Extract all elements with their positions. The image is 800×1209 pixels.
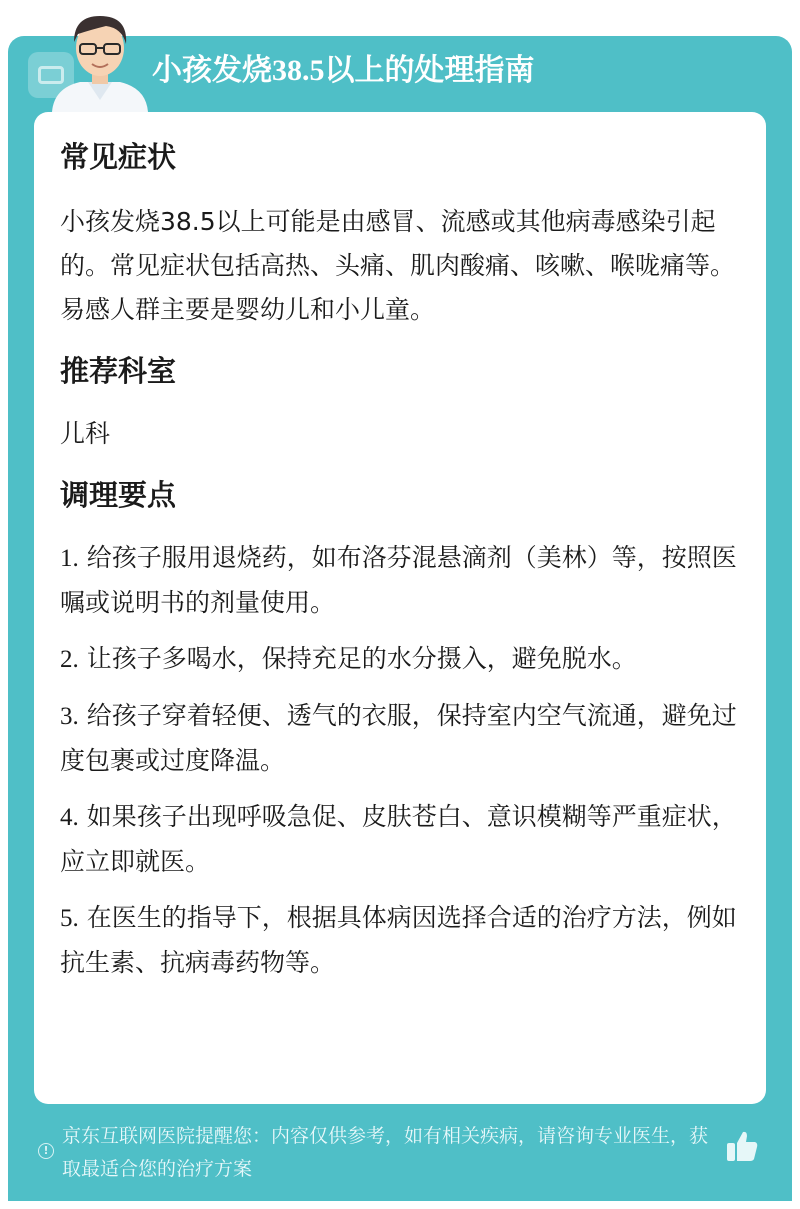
care-heading: 调理要点 [60,478,177,512]
care-item-number: 4. [60,804,79,831]
department-heading: 推荐科室 [60,354,177,388]
care-item [60,694,740,783]
symptoms-section [60,132,740,332]
care-item-number: 3. [60,703,79,730]
doctor-avatar [44,8,156,112]
department-section [60,346,740,456]
care-item [60,536,740,625]
care-item-text: 给孩子穿着轻便、透气的衣服，保持室内空气流通，避免过度包裹或过度降温。 [60,701,737,775]
care-item-text: 在医生的指导下，根据具体病因选择合适的治疗方法，例如抗生素、抗病毒药物等。 [60,903,737,977]
symptoms-heading: 常见症状 [60,140,177,174]
department-text: 儿科 [60,419,111,448]
care-section [60,470,740,985]
care-item-number: 2. [60,646,79,673]
page-title: 小孩发烧38.5以上的处理指南 [152,54,535,87]
care-item-text: 让孩子多喝水，保持充足的水分摄入，避免脱水。 [86,644,637,673]
symptoms-text: 小孩发烧38.5以上可能是由感冒、流感或其他病毒感染引起的。常见症状包括高热、头痛、肌肉酸痛、咳嗽、喉咙痛等。易感人群主要是婴幼儿和小儿童。 [60,207,736,324]
care-item [60,795,740,884]
care-item-text: 如果孩子出现呼吸急促、皮肤苍白、意识模糊等严重症状，应立即就医。 [60,802,737,876]
care-item-text: 给孩子服用退烧药，如布洛芬混悬滴剂（美林）等，按照医嘱或说明书的剂量使用。 [60,543,737,617]
info-icon: ! [38,1143,54,1159]
care-item-number: 1. [60,545,79,572]
care-item [60,896,740,985]
thumbs-up-icon[interactable] [724,1128,760,1164]
care-item-number: 5. [60,905,79,932]
care-item [60,637,740,682]
footer-notice: 京东互联网医院提醒您：内容仅供参考，如有相关疾病，请咨询专业医生，获取最适合您的治疗方案 [62,1125,709,1180]
content-card [34,112,766,1104]
